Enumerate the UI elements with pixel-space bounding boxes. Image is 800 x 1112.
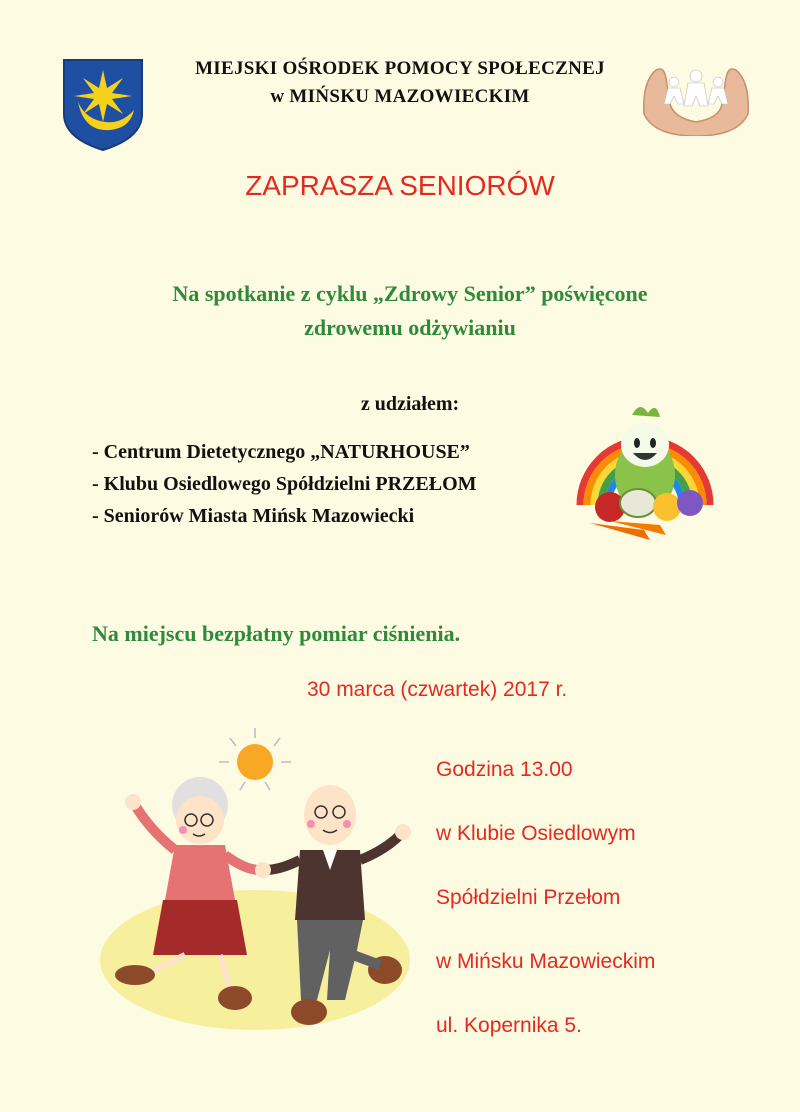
page-title: ZAPRASZA SENIORÓW bbox=[245, 170, 555, 201]
hands-family-icon bbox=[640, 52, 752, 136]
event-time: Godzina 13.00 bbox=[436, 758, 573, 781]
event-date: 30 marca (czwartek) 2017 r. bbox=[307, 678, 568, 701]
institution-city: w MIŃSKU MAZOWIECKIM bbox=[270, 86, 530, 107]
intro-line-2: zdrowemu odżywianiu bbox=[304, 315, 516, 340]
intro-text bbox=[60, 277, 760, 345]
list-item: - Klubu Osiedlowego Spółdzielni PRZEŁOM bbox=[92, 473, 477, 495]
intro-line-1: Na spotkanie z cyklu „Zdrowy Senior” poświęcone bbox=[172, 281, 648, 306]
coat-of-arms-icon bbox=[60, 56, 146, 152]
event-venue: w Klubie Osiedlowym bbox=[436, 822, 636, 845]
event-venue-org: Spółdzielni Przełom bbox=[436, 886, 621, 909]
vegetables-mascot-icon bbox=[570, 395, 720, 550]
participants-list bbox=[92, 436, 477, 532]
institution-name: MIEJSKI OŚRODEK POMOCY SPOŁECZNEJ bbox=[195, 58, 605, 79]
list-item: - Seniorów Miasta Mińsk Mazowiecki bbox=[92, 505, 415, 527]
seniors-couple-icon bbox=[95, 720, 425, 1050]
event-address: ul. Kopernika 5. bbox=[436, 1014, 582, 1037]
event-details bbox=[436, 738, 655, 1058]
event-city: w Mińsku Mazowieckim bbox=[436, 950, 656, 973]
with-participation-label: z udziałem: bbox=[360, 393, 460, 415]
blood-pressure-note: Na miejscu bezpłatny pomiar ciśnienia. bbox=[92, 621, 461, 646]
list-item: - Centrum Dietetycznego „NATURHOUSE” bbox=[92, 441, 470, 463]
